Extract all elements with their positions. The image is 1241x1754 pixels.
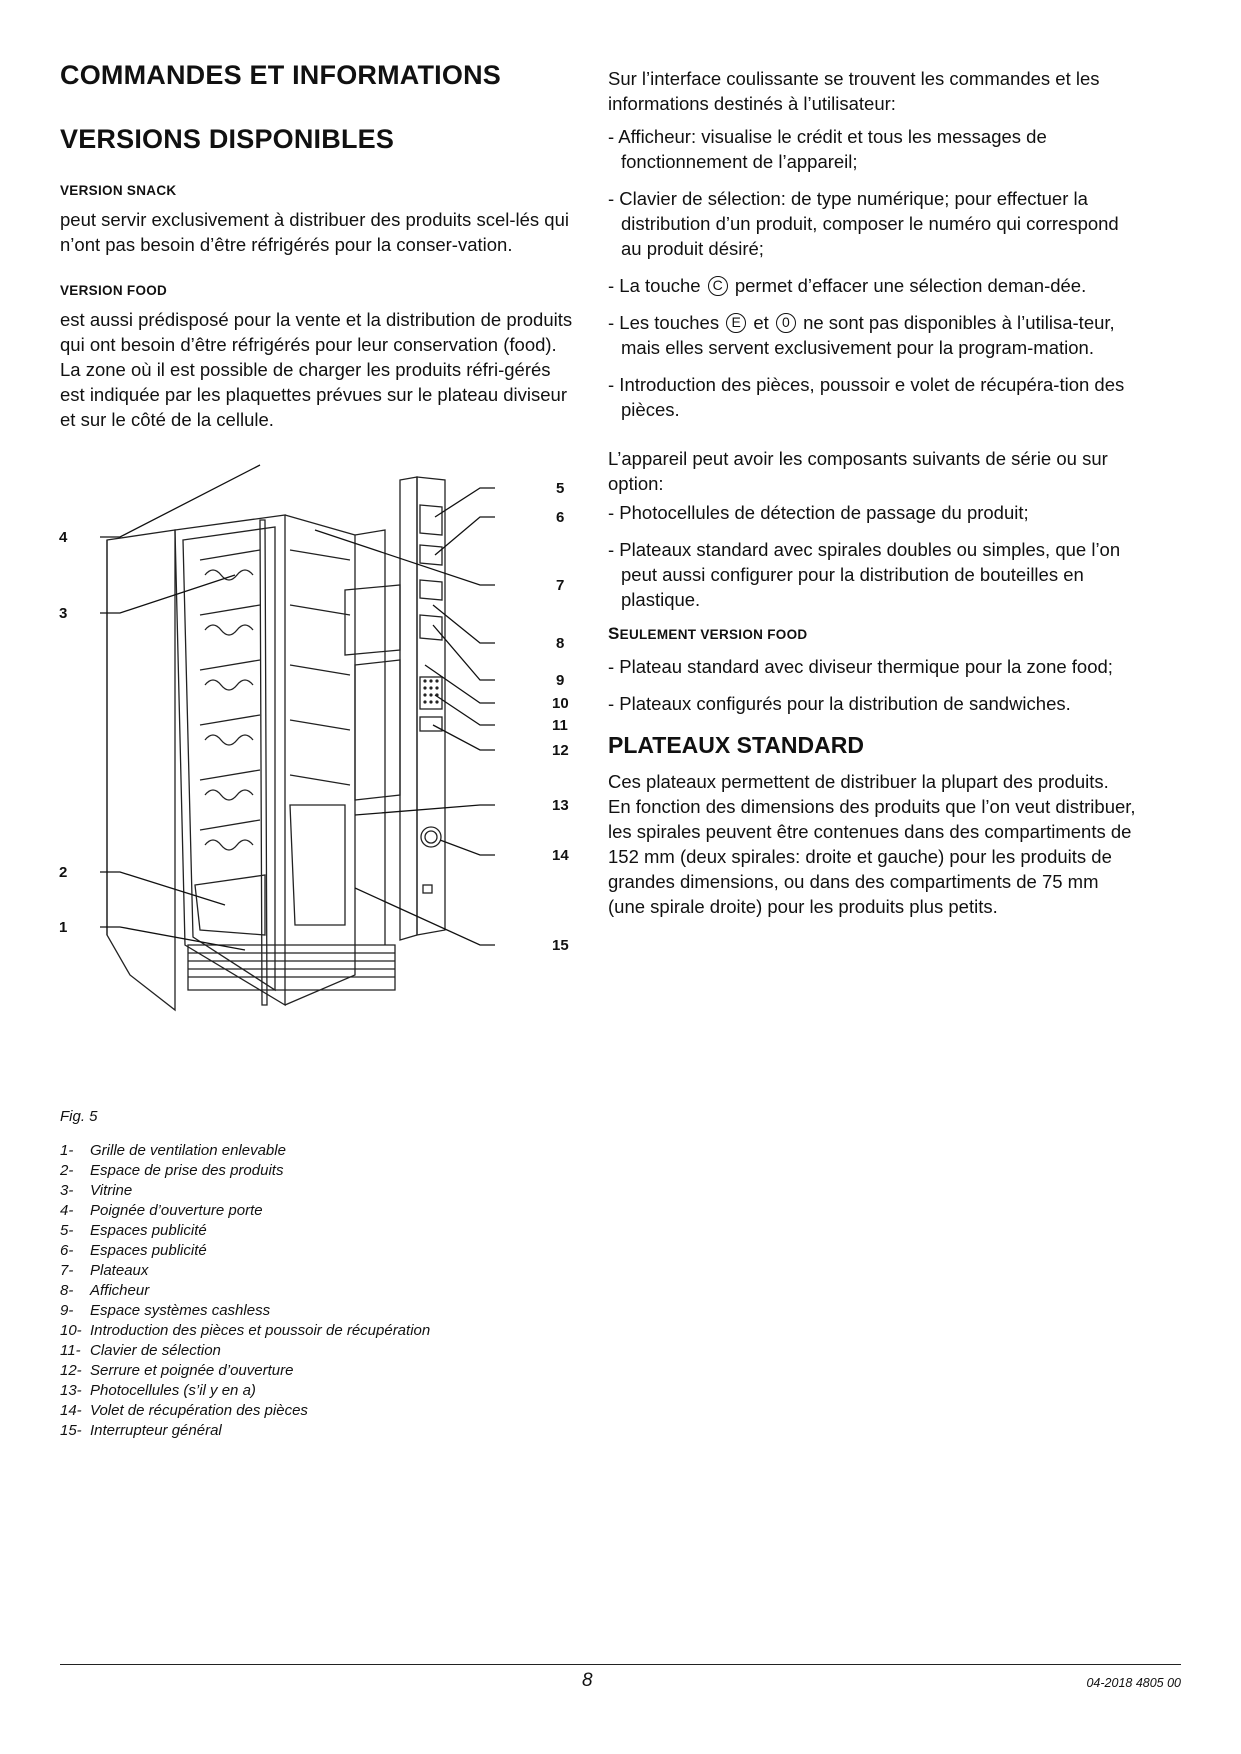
legend-text: Espace systèmes cashless xyxy=(90,1302,271,1319)
list-item-photocellules: - Photocellules de détection de passage du produit; xyxy=(608,502,1029,523)
list-item-plateaux-standard: - Plateaux standard avec spirales doubles ou simples, que l’on peut aussi configurer pour la distribution de bouteilles en plastique. xyxy=(608,539,1121,610)
callout-8: 8 xyxy=(556,635,565,652)
figure-caption: Fig. 5 xyxy=(60,1108,98,1125)
left-column xyxy=(60,60,580,432)
callout-14: 14 xyxy=(552,847,569,864)
legend-item xyxy=(60,1321,430,1341)
legend-number: 14- xyxy=(60,1402,82,1419)
legend-number: 11- xyxy=(60,1342,81,1359)
callout-15: 15 xyxy=(552,937,569,954)
legend-text: Vitrine xyxy=(90,1182,133,1199)
food-only-rest: EULEMENT VERSION FOOD xyxy=(619,627,808,642)
food-heading: VERSION FOOD xyxy=(60,283,168,298)
legend-item xyxy=(60,1401,430,1421)
section-title-commandes: COMMANDES ET INFORMATIONS xyxy=(60,60,501,90)
callout-1: 1 xyxy=(59,919,68,936)
legend-number: 15- xyxy=(60,1422,82,1439)
legend-number: 8- xyxy=(60,1282,74,1299)
legend-number: 5- xyxy=(60,1222,74,1239)
legend-text: Serrure et poignée d’ouverture xyxy=(90,1362,294,1379)
snack-paragraph: peut servir exclusivement à distribuer des produits scel-lés qui n’ont pas besoin d’être réfrigérés pour la conser-vation. xyxy=(60,209,569,255)
food-only-heading xyxy=(608,624,1138,644)
callout-9: 9 xyxy=(556,672,565,689)
food-only-cap: S xyxy=(608,624,620,643)
legend-item xyxy=(60,1261,430,1281)
legend-text: Interrupteur général xyxy=(90,1422,222,1439)
legend-text: Volet de récupération des pièces xyxy=(90,1402,308,1419)
list-item-touche-c xyxy=(608,273,1138,298)
interface-intro: Sur l’interface coulissante se trouvent les commandes et les informations destinés à l’utilisateur: xyxy=(608,68,1100,114)
touche-c-text-a: - La touche xyxy=(608,275,701,296)
legend-number: 6- xyxy=(60,1242,74,1259)
snack-heading: VERSION SNACK xyxy=(60,183,177,198)
footer-rule xyxy=(60,1664,1181,1665)
legend-item xyxy=(60,1301,430,1321)
key-e-icon: E xyxy=(726,313,746,333)
key-c-icon: C xyxy=(708,276,728,296)
callout-6: 6 xyxy=(556,509,565,526)
legend-item xyxy=(60,1221,430,1241)
legend-item xyxy=(60,1361,430,1381)
legend-number: 10- xyxy=(60,1322,82,1339)
series-intro: L’appareil peut avoir les composants suivants de série ou sur option: xyxy=(608,448,1108,494)
list-item-afficheur: - Afficheur: visualise le crédit et tous les messages de fonctionnement de l’appareil; xyxy=(608,126,1047,172)
legend-text: Espaces publicité xyxy=(90,1222,207,1239)
vending-machine-figure xyxy=(55,480,590,1105)
plateaux-standard-title: PLATEAUX STANDARD xyxy=(608,732,864,758)
touches-text-a: - Les touches xyxy=(608,312,720,333)
legend-item xyxy=(60,1161,430,1181)
touche-c-text-b: permet d’effacer une sélection deman-dée. xyxy=(734,275,1087,296)
legend-text: Grille de ventilation enlevable xyxy=(90,1142,286,1159)
figure-legend xyxy=(60,1141,430,1441)
callout-2: 2 xyxy=(59,864,68,881)
callout-13: 13 xyxy=(552,797,569,814)
legend-number: 3- xyxy=(60,1182,74,1199)
legend-item xyxy=(60,1421,430,1441)
legend-number: 4- xyxy=(60,1202,74,1219)
legend-text: Clavier de sélection xyxy=(90,1342,221,1359)
callout-5: 5 xyxy=(556,480,565,497)
legend-number: 9- xyxy=(60,1302,74,1319)
legend-text: Plateaux xyxy=(90,1262,149,1279)
food-paragraph-1: est aussi prédisposé pour la vente et la distribution de produits qui ont besoin d’être réfrigérés pour leur conservation (food). xyxy=(60,309,573,355)
plateaux-paragraph-1: Ces plateaux permettent de distribuer la plupart des produits. xyxy=(608,771,1109,792)
legend-number: 2- xyxy=(60,1162,74,1179)
food-paragraph-2: La zone où il est possible de charger les produits réfri-gérés est indiquée par les plaquettes prévues sur le plateau diviseur et sur le côté de la cellule. xyxy=(60,359,568,430)
touches-text-mid: et xyxy=(753,312,769,333)
list-item-pieces: - Introduction des pièces, poussoir e volet de récupéra-tion des pièces. xyxy=(608,374,1125,420)
legend-item xyxy=(60,1201,430,1221)
legend-item xyxy=(60,1341,430,1361)
plateaux-paragraph-2: En fonction des dimensions des produits que l’on veut distribuer, les spirales peuvent être contenues dans des compartiments de 152 mm (deux spirales: droite et gauche) pour les produits de grandes dimensions, ou dans des compartiments de 75 mm (une spirale droite) pour les produits plus petits. xyxy=(608,796,1136,917)
list-item-diviseur: - Plateau standard avec diviseur thermique pour la zone food; xyxy=(608,656,1113,677)
legend-number: 12- xyxy=(60,1362,82,1379)
legend-item xyxy=(60,1241,430,1261)
legend-item xyxy=(60,1381,430,1401)
legend-text: Poignée d’ouverture porte xyxy=(90,1202,263,1219)
legend-item xyxy=(60,1281,430,1301)
callout-7: 7 xyxy=(556,577,565,594)
callout-12: 12 xyxy=(552,742,569,759)
vending-machine-drawing xyxy=(55,480,590,1105)
key-0-icon: 0 xyxy=(776,313,796,333)
callout-3: 3 xyxy=(59,605,68,622)
legend-number: 1- xyxy=(60,1142,74,1159)
legend-item xyxy=(60,1141,430,1161)
document-code: 04-2018 4805 00 xyxy=(1086,1676,1181,1690)
legend-text: Introduction des pièces et poussoir de récupération xyxy=(90,1322,431,1339)
legend-text: Espace de prise des produits xyxy=(90,1162,284,1179)
list-item-touches-e-0 xyxy=(608,310,1138,360)
callout-10: 10 xyxy=(552,695,569,712)
legend-number: 7- xyxy=(60,1262,74,1279)
right-column xyxy=(608,66,1138,919)
legend-item xyxy=(60,1181,430,1201)
touches-text-b: ne sont pas disponibles à l’utilisa-teur, mais elles servent exclusivement pour la program-mation. xyxy=(621,312,1115,358)
page-number: 8 xyxy=(582,1670,593,1691)
legend-text: Photocellules (s’il y en a) xyxy=(90,1382,256,1399)
list-item-sandwiches: - Plateaux configurés pour la distribution de sandwiches. xyxy=(608,693,1071,714)
callout-4: 4 xyxy=(59,529,68,546)
callout-11: 11 xyxy=(552,717,568,734)
legend-text: Espaces publicité xyxy=(90,1242,207,1259)
legend-number: 13- xyxy=(60,1382,82,1399)
section-title-versions: VERSIONS DISPONIBLES xyxy=(60,124,395,154)
legend-text: Afficheur xyxy=(90,1282,150,1299)
list-item-clavier: - Clavier de sélection: de type numérique; pour effectuer la distribution d’un produit, composer le numéro qui correspond au produit désiré; xyxy=(608,188,1119,259)
